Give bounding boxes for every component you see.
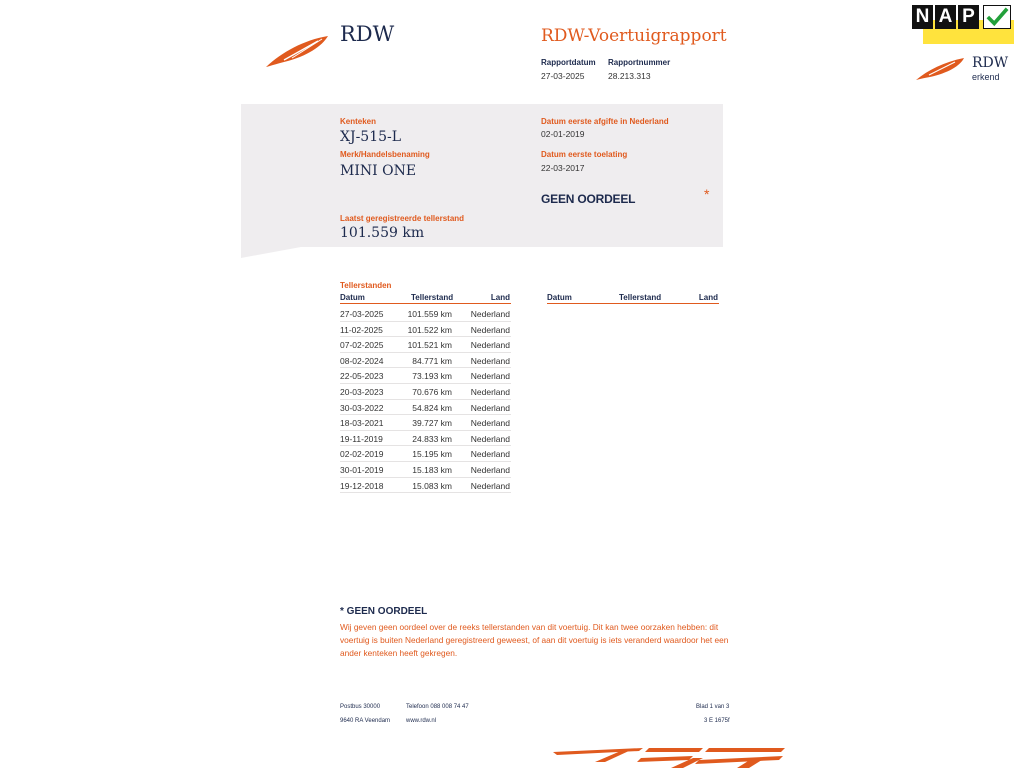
cell-datum: 20-03-2023 [340, 386, 384, 397]
cell-datum: 22-05-2023 [340, 371, 384, 382]
cell-datum: 08-02-2024 [340, 355, 384, 366]
note-text: Wij geven geen oordeel over de reeks tellerstanden van dit voertuig. Dit kan twee oorzaken hebben: dit voertuig is buiten Nederland geregistreerd geweest, of aan dit voertuig is iets veranderd waardoor het een ander kenteken heeft gekregen. [340, 622, 729, 658]
cell-tellerstand: 101.522 km [407, 324, 452, 335]
header-datum: Datum [547, 293, 572, 302]
cell-tellerstand: 101.521 km [407, 340, 452, 351]
footer-postbus: Postbus 30000 [340, 704, 381, 710]
rapportdatum-value: 27-03-2025 [541, 71, 585, 81]
cell-datum: 27-03-2025 [340, 309, 384, 319]
oordeel-star-marker: * [704, 186, 710, 202]
table-row [340, 337, 511, 353]
report-title: RDW-Voertuigrapport [541, 26, 727, 46]
note-title: * GEEN OORDEEL [340, 606, 428, 617]
cell-tellerstand: 15.083 km [412, 480, 452, 491]
eerste-toelating-value: 22-03-2017 [541, 163, 585, 173]
nap-letter-p: P [958, 5, 979, 29]
table-row [340, 353, 511, 369]
eerste-toelating-label: Datum eerste toelating [541, 150, 628, 159]
tellerstanden-header-right [547, 293, 719, 304]
table-row [340, 431, 511, 447]
brand-title: RDW [340, 22, 395, 46]
cell-land: Nederland [470, 402, 510, 413]
cell-datum: 11-02-2025 [340, 324, 383, 335]
cell-land: Nederland [470, 386, 510, 397]
table-row [340, 322, 511, 338]
header-datum: Datum [340, 293, 365, 302]
tellerstanden-header-left [340, 293, 511, 304]
table-row [340, 368, 511, 384]
cell-land: Nederland [470, 309, 510, 319]
cell-tellerstand: 84.771 km [412, 355, 452, 366]
kenteken-value: XJ-515-L [340, 129, 402, 145]
cell-land: Nederland [470, 464, 510, 475]
header-tellerstand: Tellerstand [619, 293, 662, 302]
cell-land: Nederland [470, 418, 510, 429]
nap-letter-a: A [935, 5, 956, 29]
table-row [340, 384, 511, 400]
kenteken-label: Kenteken [340, 117, 377, 126]
rdw-logo-icon [264, 32, 332, 70]
tellerstanden-title: Tellerstanden [340, 281, 392, 290]
cell-land: Nederland [470, 371, 510, 382]
cell-land: Nederland [470, 340, 510, 351]
nap-letter-n: N [912, 5, 933, 29]
table-row [340, 462, 511, 478]
eerste-afgifte-label: Datum eerste afgifte in Nederland [541, 117, 669, 126]
cell-tellerstand: 15.183 km [412, 464, 452, 475]
eerste-afgifte-value: 02-01-2019 [541, 129, 585, 139]
cell-land: Nederland [470, 449, 510, 460]
footer-plaats: 9640 RA Veendam [340, 718, 391, 724]
decorative-stripes-icon [553, 746, 785, 768]
tellerstanden-table [340, 306, 511, 493]
cell-land: Nederland [470, 480, 510, 491]
footer-page-number: Blad 1 van 3 [696, 704, 730, 710]
cell-tellerstand: 54.824 km [412, 402, 452, 413]
cell-tellerstand: 101.559 km [407, 309, 452, 319]
cell-land: Nederland [470, 355, 510, 366]
footer-website: www.rdw.nl [406, 718, 437, 724]
table-row [340, 415, 511, 431]
table-row [340, 446, 511, 462]
footer-code: 3 E 1675f [704, 718, 730, 724]
oordeel-status: GEEN OORDEEL [541, 192, 636, 206]
cell-tellerstand: 24.833 km [412, 433, 452, 444]
rapportnummer-value: 28.213.313 [608, 71, 651, 81]
cell-datum: 19-12-2018 [340, 480, 384, 491]
checkmark-icon [983, 5, 1011, 29]
footer-telefoon: Telefoon 088 008 74 47 [406, 704, 469, 710]
cell-tellerstand: 15.195 km [412, 449, 452, 460]
rdw-erkend-text: erkend [972, 72, 1000, 82]
rdw-erkend-brand: RDW [972, 55, 1009, 71]
rapportdatum-label: Rapportdatum [541, 58, 596, 67]
cell-datum: 19-11-2019 [340, 433, 383, 444]
header-tellerstand: Tellerstand [411, 293, 454, 302]
tellerstand-label: Laatst geregistreerde tellerstand [340, 214, 465, 223]
rdw-erkend-logo-icon [914, 56, 966, 82]
header-land: Land [698, 293, 718, 302]
cell-tellerstand: 39.727 km [412, 418, 452, 429]
cell-tellerstand: 73.193 km [412, 371, 452, 382]
cell-land: Nederland [470, 433, 510, 444]
tellerstand-value: 101.559 km [340, 225, 425, 241]
rapportnummer-label: Rapportnummer [608, 58, 671, 67]
table-row [340, 400, 511, 416]
cell-datum: 30-01-2019 [340, 464, 384, 475]
cell-datum: 30-03-2022 [340, 402, 384, 413]
cell-datum: 18-03-2021 [340, 418, 384, 429]
vehicle-info-panel-tab [241, 247, 301, 258]
cell-datum: 02-02-2019 [340, 449, 384, 460]
table-row [340, 306, 511, 322]
cell-tellerstand: 70.676 km [412, 386, 452, 397]
cell-datum: 07-02-2025 [340, 340, 384, 351]
merk-label: Merk/Handelsbenaming [340, 150, 430, 159]
cell-land: Nederland [470, 324, 510, 335]
merk-value: MINI ONE [340, 163, 417, 179]
header-land: Land [490, 293, 510, 302]
table-row [340, 478, 511, 494]
